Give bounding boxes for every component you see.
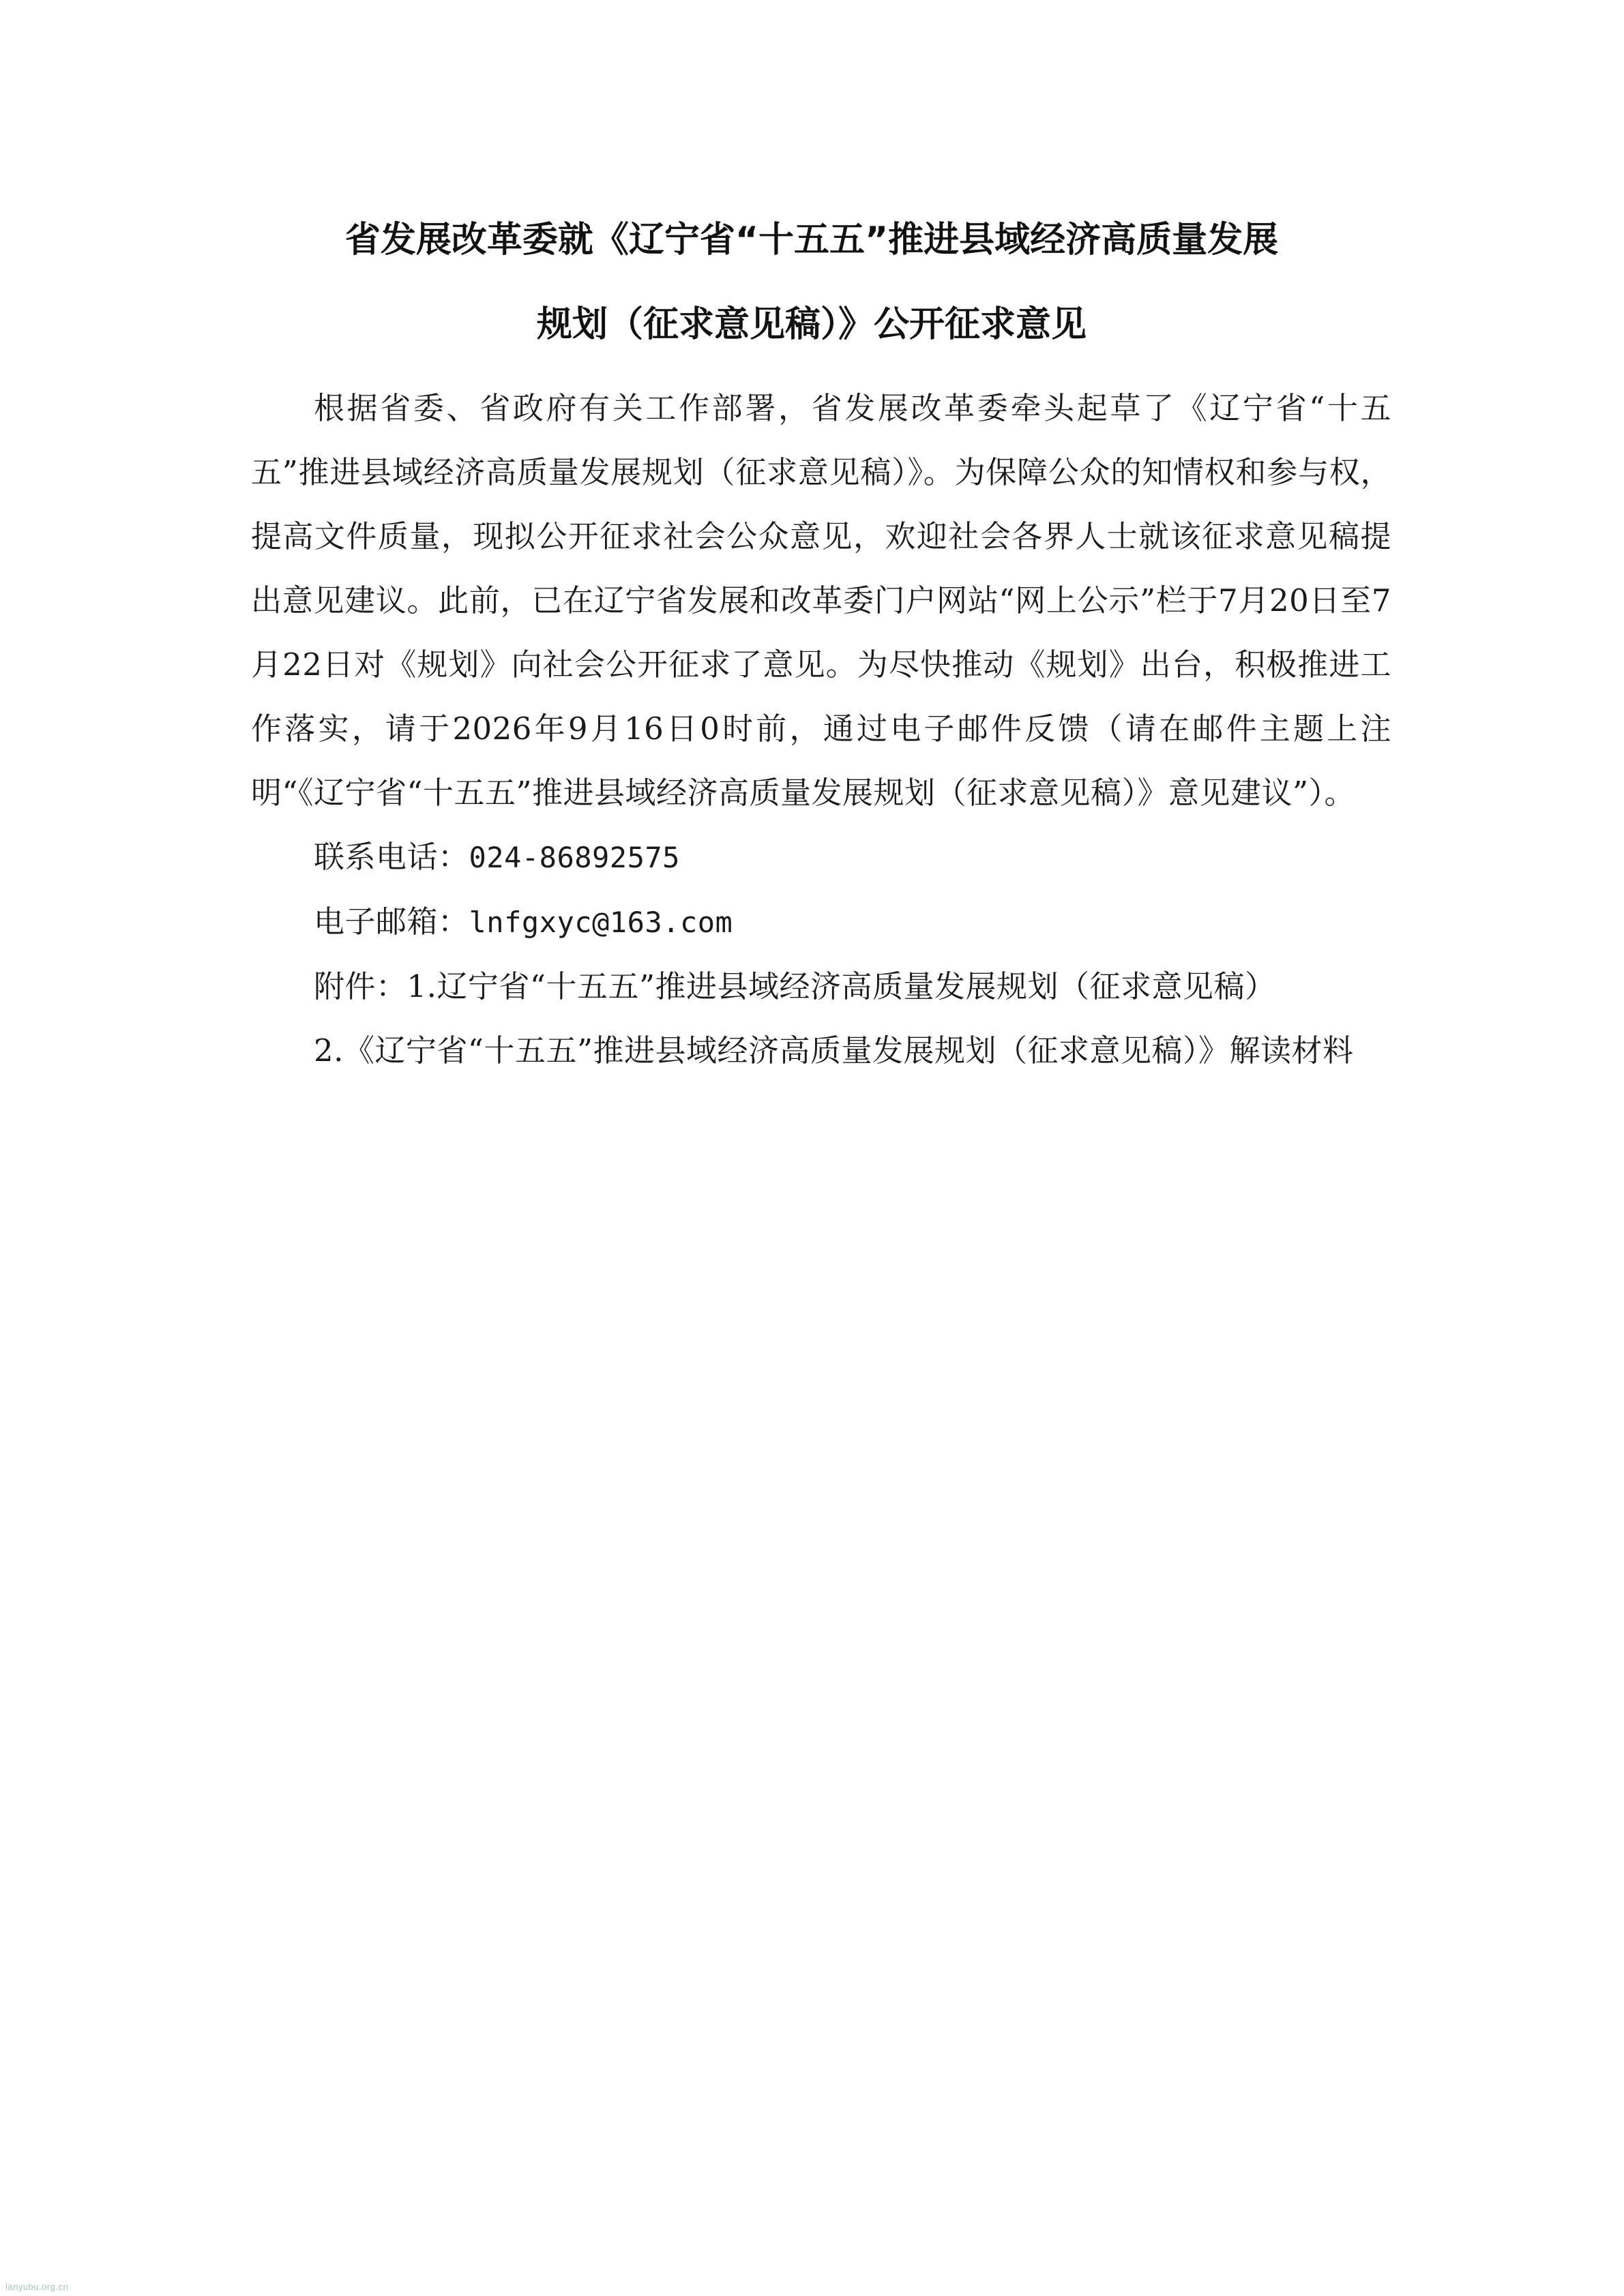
contact-email bbox=[251, 890, 1391, 955]
attachment-2: 2.《辽宁省“十五五”推进县域经济高质量发展规划（征求意见稿）》解读材料 bbox=[314, 1032, 1354, 1069]
body-paragraph: 根据省委、省政府有关工作部署，省发展改革委牵头起草了《辽宁省“十五五”推进县域经济高质量发展规划（征求意见稿）》。为保障公众的知情权和参与权，提高文件质量，现拟公开征求社会公众意见，欢迎社会各界人士就该征求意见稿提出意见建议。此前，已在辽宁省发展和改革委门户网站“网上公示”栏于7月20日至7月22日对《规划》向社会公开征求了意见。为尽快推动《规划》出台，积极推进工作落实，请于2026年9月16日0时前，通过电子邮件反馈（请在邮件主题上注明“《辽宁省“十五五”推进县域经济高质量发展规划（征求意见稿）》意见建议”）。 bbox=[251, 390, 1391, 811]
document-body bbox=[251, 376, 1391, 1083]
email-value: lnfgxyc@163.com bbox=[469, 906, 733, 939]
contact-phone bbox=[251, 825, 1391, 890]
attachment-1: 附件：1.辽宁省“十五五”推进县域经济高质量发展规划（征求意见稿） bbox=[314, 968, 1276, 1004]
watermark-text: lanyubu.org.cn bbox=[5, 2282, 69, 2292]
document-title-line-2: 规划（征求意见稿）》公开征求意见 bbox=[536, 304, 1087, 345]
document-title-line-1: 省发展改革委就《辽宁省“十五五”推进县域经济高质量发展 bbox=[344, 220, 1279, 260]
phone-value: 024-86892575 bbox=[469, 841, 680, 874]
email-label: 电子邮箱： bbox=[314, 904, 469, 940]
phone-label: 联系电话： bbox=[314, 839, 469, 875]
